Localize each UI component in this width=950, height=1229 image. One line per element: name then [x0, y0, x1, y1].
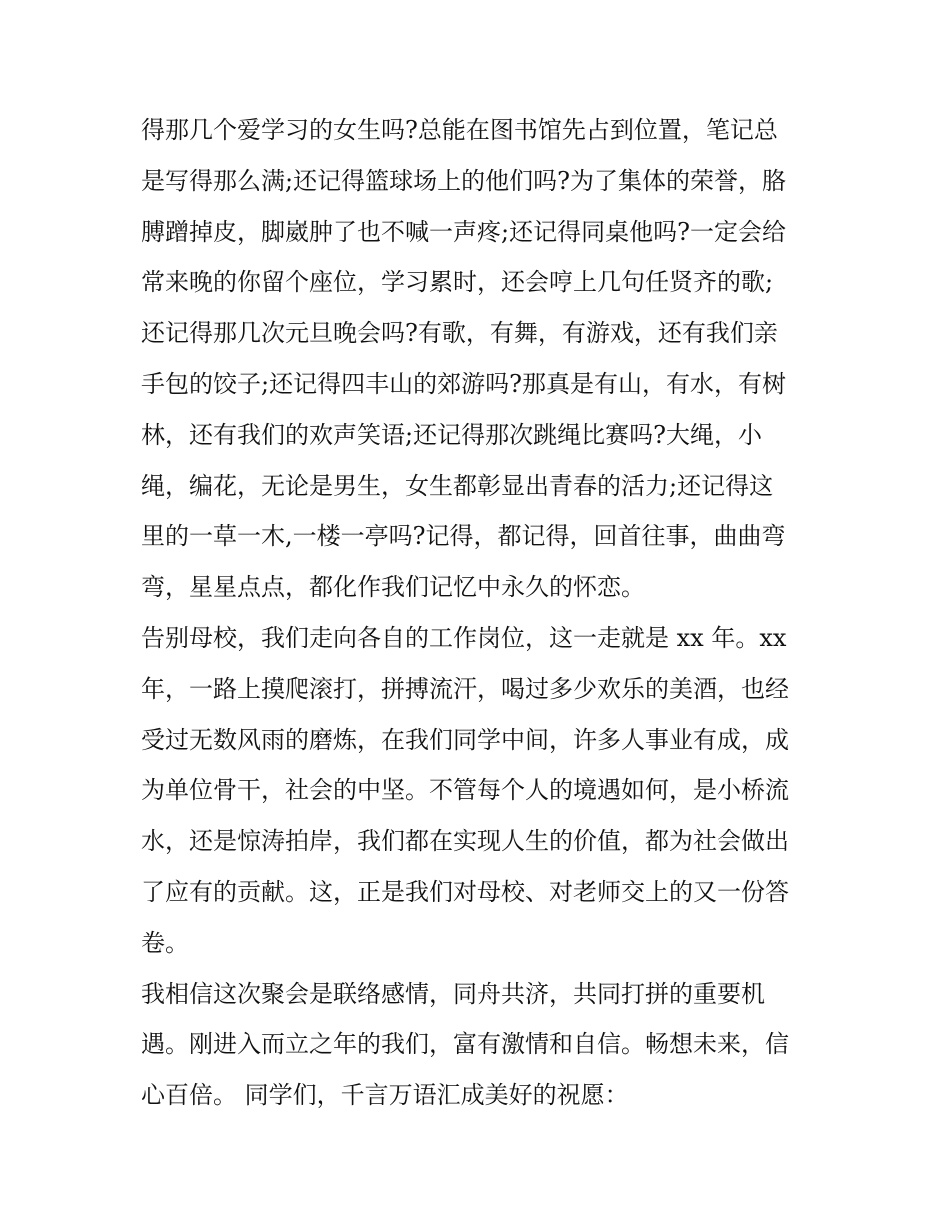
- text-line: 受过无数风雨的磨炼，在我们同学中间，许多人事业有成，成: [141, 725, 789, 754]
- text-line: 里的一草一木,一楼一亭吗?记得，都记得，回首往事，曲曲弯: [141, 522, 786, 551]
- text-line: 常来晚的你留个座位，学习累时，还会哼上几句任贤齐的歌;: [141, 268, 774, 297]
- text-line: 了应有的贡献。这，正是我们对母校、对老师交上的又一份答: [141, 877, 789, 906]
- text-line: 弯，星星点点，都化作我们记忆中永久的怀恋。: [141, 573, 645, 602]
- text-line: 是写得那么满;还记得篮球场上的他们吗?为了集体的荣誉，胳: [141, 166, 786, 195]
- text-line: 为单位骨干，社会的中坚。不管每个人的境遇如何，是小桥流: [141, 776, 789, 805]
- text-line: 还记得那几次元旦晚会吗?有歌，有舞，有游戏，还有我们亲: [141, 319, 778, 348]
- text-line: 卷。: [141, 928, 189, 957]
- text-line: 手包的饺子;还记得四丰山的郊游吗?那真是有山，有水，有树: [141, 369, 786, 398]
- paragraph-reunion: [141, 969, 821, 1121]
- paragraph-memories: [141, 105, 821, 613]
- text-line: 遇。刚进入而立之年的我们，富有激情和自信。畅想未来，信: [141, 1030, 789, 1059]
- text-line: 绳，编花，无论是男生，女生都彰显出青春的活力;还记得这: [141, 471, 774, 500]
- text-line: 心百倍。 同学们，千言万语汇成美好的祝愿：: [141, 1081, 629, 1110]
- text-line: 水，还是惊涛拍岸，我们都在实现人生的价值，都为社会做出: [141, 827, 789, 856]
- text-line: 林，还有我们的欢声笑语;还记得那次跳绳比赛吗?大绳，小: [141, 420, 762, 449]
- text-line: 我相信这次聚会是联络感情，同舟共济，共同打拼的重要机: [141, 979, 765, 1008]
- text-line: 得那几个爱学习的女生吗?总能在图书馆先占到位置，笔记总: [141, 116, 778, 144]
- text-line: 膊蹭掉皮，脚崴肿了也不喊一声疼;还记得同桌他吗?一定会给: [141, 217, 786, 246]
- text-line: 告别母校，我们走向各自的工作岗位，这一走就是 xx 年。xx: [141, 623, 787, 652]
- document-body: [141, 105, 821, 1121]
- paragraph-farewell: [141, 613, 821, 969]
- text-line: 年，一路上摸爬滚打，拼搏流汗，喝过多少欢乐的美酒，也经: [141, 674, 789, 703]
